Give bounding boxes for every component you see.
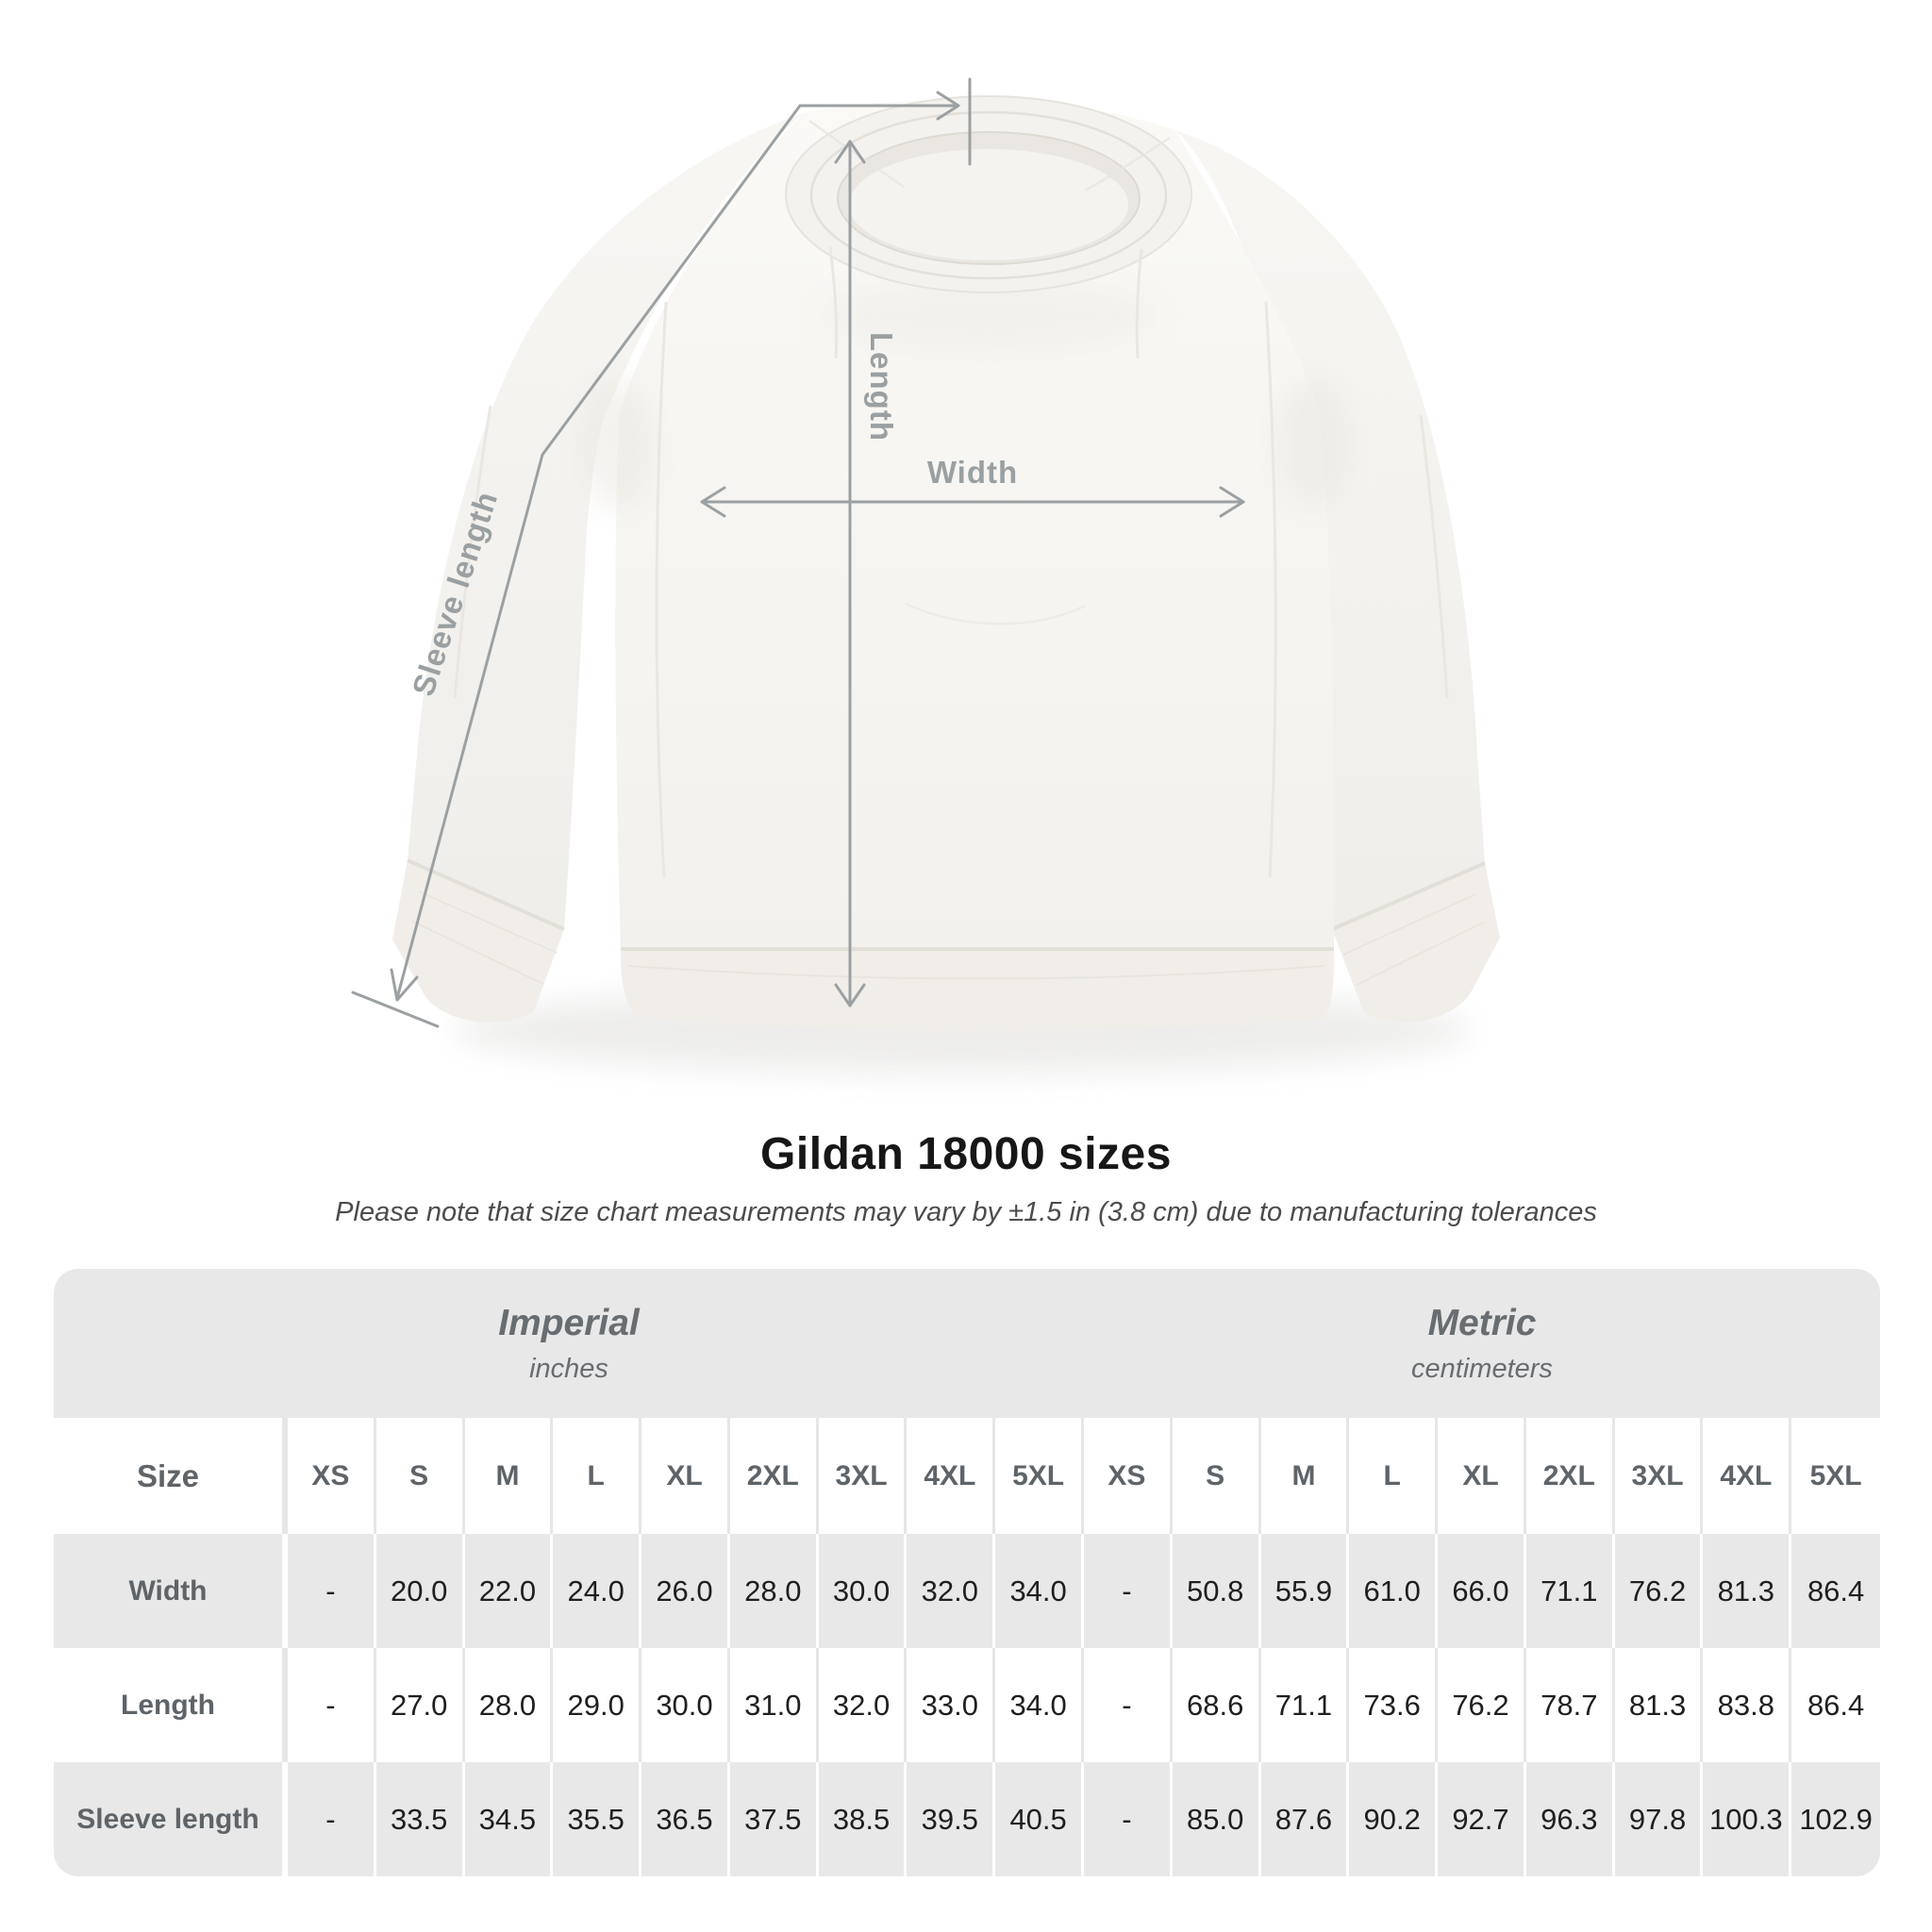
size-chart-table bbox=[54, 1269, 1880, 1876]
value-cell: 30.0 bbox=[819, 1534, 908, 1648]
size-header-imperial-xs: XS bbox=[288, 1418, 376, 1534]
value-cell: 34.0 bbox=[995, 1648, 1084, 1762]
crewneck-collar bbox=[786, 96, 1191, 292]
size-header-imperial-m: M bbox=[465, 1418, 554, 1534]
metric-group-header bbox=[1084, 1269, 1880, 1418]
row-label: Length bbox=[54, 1648, 288, 1762]
value-cell: - bbox=[288, 1762, 376, 1876]
value-cell: - bbox=[1084, 1762, 1173, 1876]
size-header-metric-2xl: 2XL bbox=[1526, 1418, 1615, 1534]
value-cell: 31.0 bbox=[730, 1648, 819, 1762]
value-cell: 36.5 bbox=[641, 1762, 730, 1876]
size-header-imperial-3xl: 3XL bbox=[819, 1418, 908, 1534]
value-cell: 73.6 bbox=[1349, 1648, 1438, 1762]
value-cell: 96.3 bbox=[1526, 1762, 1615, 1876]
table-body bbox=[54, 1534, 1880, 1876]
value-cell: 86.4 bbox=[1807, 1574, 1865, 1607]
value-cell: 78.7 bbox=[1526, 1648, 1615, 1762]
value-cell: 33.5 bbox=[376, 1762, 465, 1876]
length-label: Length bbox=[864, 332, 899, 441]
value-cell: - bbox=[288, 1648, 376, 1762]
value-cell: 32.0 bbox=[907, 1534, 995, 1648]
value-cell: - bbox=[288, 1534, 376, 1648]
value-cell: 71.1 bbox=[1526, 1534, 1615, 1648]
table-row-width bbox=[54, 1534, 1880, 1648]
value-cell: 20.0 bbox=[376, 1534, 465, 1648]
tolerance-note: Please note that size chart measurements may vary by ±1.5 in (3.8 cm) due to manufacturing tolerances bbox=[335, 1197, 1597, 1227]
value-cell: 87.6 bbox=[1261, 1762, 1350, 1876]
value-cell: 27.0 bbox=[376, 1648, 465, 1762]
size-header-metric-4xl: 4XL bbox=[1703, 1418, 1791, 1534]
right-underarm-shade bbox=[1275, 377, 1351, 509]
value-cell: 92.7 bbox=[1438, 1762, 1526, 1876]
value-cell: 32.0 bbox=[819, 1648, 908, 1762]
value-cell: 26.0 bbox=[641, 1534, 730, 1648]
metric-group-unit: centimeters bbox=[1411, 1353, 1553, 1384]
size-column-header: Size bbox=[54, 1418, 288, 1534]
value-cell: 34.5 bbox=[465, 1762, 554, 1876]
size-header-metric-3xl: 3XL bbox=[1615, 1418, 1704, 1534]
size-header-metric-xs: XS bbox=[1084, 1418, 1173, 1534]
width-label: Width bbox=[926, 455, 1019, 490]
value-cell: 30.0 bbox=[641, 1648, 730, 1762]
value-cell: 34.0 bbox=[995, 1534, 1084, 1648]
value-cell: 66.0 bbox=[1438, 1534, 1526, 1648]
value-cell: 38.5 bbox=[819, 1762, 908, 1876]
imperial-group-name: Imperial bbox=[498, 1302, 640, 1343]
row-label: Sleeve length bbox=[54, 1762, 288, 1876]
imperial-group-unit: inches bbox=[529, 1353, 608, 1384]
left-underarm-shade bbox=[580, 377, 656, 509]
value-cell: 76.2 bbox=[1438, 1648, 1526, 1762]
value-cell: 22.0 bbox=[465, 1534, 554, 1648]
value-cell: 35.5 bbox=[553, 1762, 641, 1876]
value-cell: 86.4 bbox=[1807, 1688, 1865, 1722]
value-cell: 24.0 bbox=[553, 1534, 641, 1648]
value-cell: 33.0 bbox=[907, 1648, 995, 1762]
value-cell: - bbox=[1084, 1648, 1173, 1762]
value-cell: 40.5 bbox=[995, 1762, 1084, 1876]
value-cell: 90.2 bbox=[1349, 1762, 1438, 1876]
page-title: Gildan 18000 sizes bbox=[760, 1129, 1172, 1179]
value-cell: 29.0 bbox=[553, 1648, 641, 1762]
value-cell: 100.3 bbox=[1703, 1762, 1791, 1876]
size-header-metric-s: S bbox=[1173, 1418, 1261, 1534]
value-cell: 76.2 bbox=[1615, 1534, 1704, 1648]
row-label: Width bbox=[54, 1534, 288, 1648]
table-header-row bbox=[54, 1418, 1880, 1534]
value-cell: 28.0 bbox=[465, 1648, 554, 1762]
table-row-sleeve-length bbox=[54, 1762, 1880, 1876]
table-row-length bbox=[54, 1648, 1880, 1762]
value-cell: 55.9 bbox=[1261, 1534, 1350, 1648]
value-cell: - bbox=[1084, 1534, 1173, 1648]
imperial-group-header bbox=[54, 1269, 1084, 1418]
value-cell: 50.8 bbox=[1173, 1534, 1261, 1648]
heading-block bbox=[0, 1128, 1932, 1228]
value-cell: 81.3 bbox=[1703, 1534, 1791, 1648]
size-header-imperial-xl: XL bbox=[641, 1418, 730, 1534]
value-cell: 85.0 bbox=[1173, 1762, 1261, 1876]
size-header-imperial-5xl: 5XL bbox=[995, 1418, 1084, 1534]
size-header-metric-m: M bbox=[1261, 1418, 1350, 1534]
size-header-imperial-s: S bbox=[376, 1418, 465, 1534]
size-header-metric-5xl: 5XL bbox=[1809, 1459, 1862, 1491]
value-cell: 102.9 bbox=[1799, 1802, 1873, 1836]
size-header-imperial-4xl: 4XL bbox=[907, 1418, 995, 1534]
size-header-imperial-2xl: 2XL bbox=[730, 1418, 819, 1534]
value-cell: 61.0 bbox=[1349, 1534, 1438, 1648]
sweatshirt-illustration bbox=[392, 96, 1500, 1031]
value-cell: 97.8 bbox=[1615, 1762, 1704, 1876]
value-cell: 71.1 bbox=[1261, 1648, 1350, 1762]
value-cell: 28.0 bbox=[730, 1534, 819, 1648]
size-header-imperial-l: L bbox=[553, 1418, 641, 1534]
value-cell: 37.5 bbox=[730, 1762, 819, 1876]
sleeve-length-label: Sleeve length bbox=[405, 487, 505, 701]
value-cell: 68.6 bbox=[1173, 1648, 1261, 1762]
metric-group-name: Metric bbox=[1427, 1302, 1537, 1343]
value-cell: 83.8 bbox=[1703, 1648, 1791, 1762]
hem-band bbox=[621, 949, 1334, 1031]
size-header-metric-xl: XL bbox=[1438, 1418, 1526, 1534]
size-header-metric-l: L bbox=[1349, 1418, 1438, 1534]
value-cell: 81.3 bbox=[1615, 1648, 1704, 1762]
value-cell: 39.5 bbox=[907, 1762, 995, 1876]
unit-header-row bbox=[54, 1269, 1880, 1418]
